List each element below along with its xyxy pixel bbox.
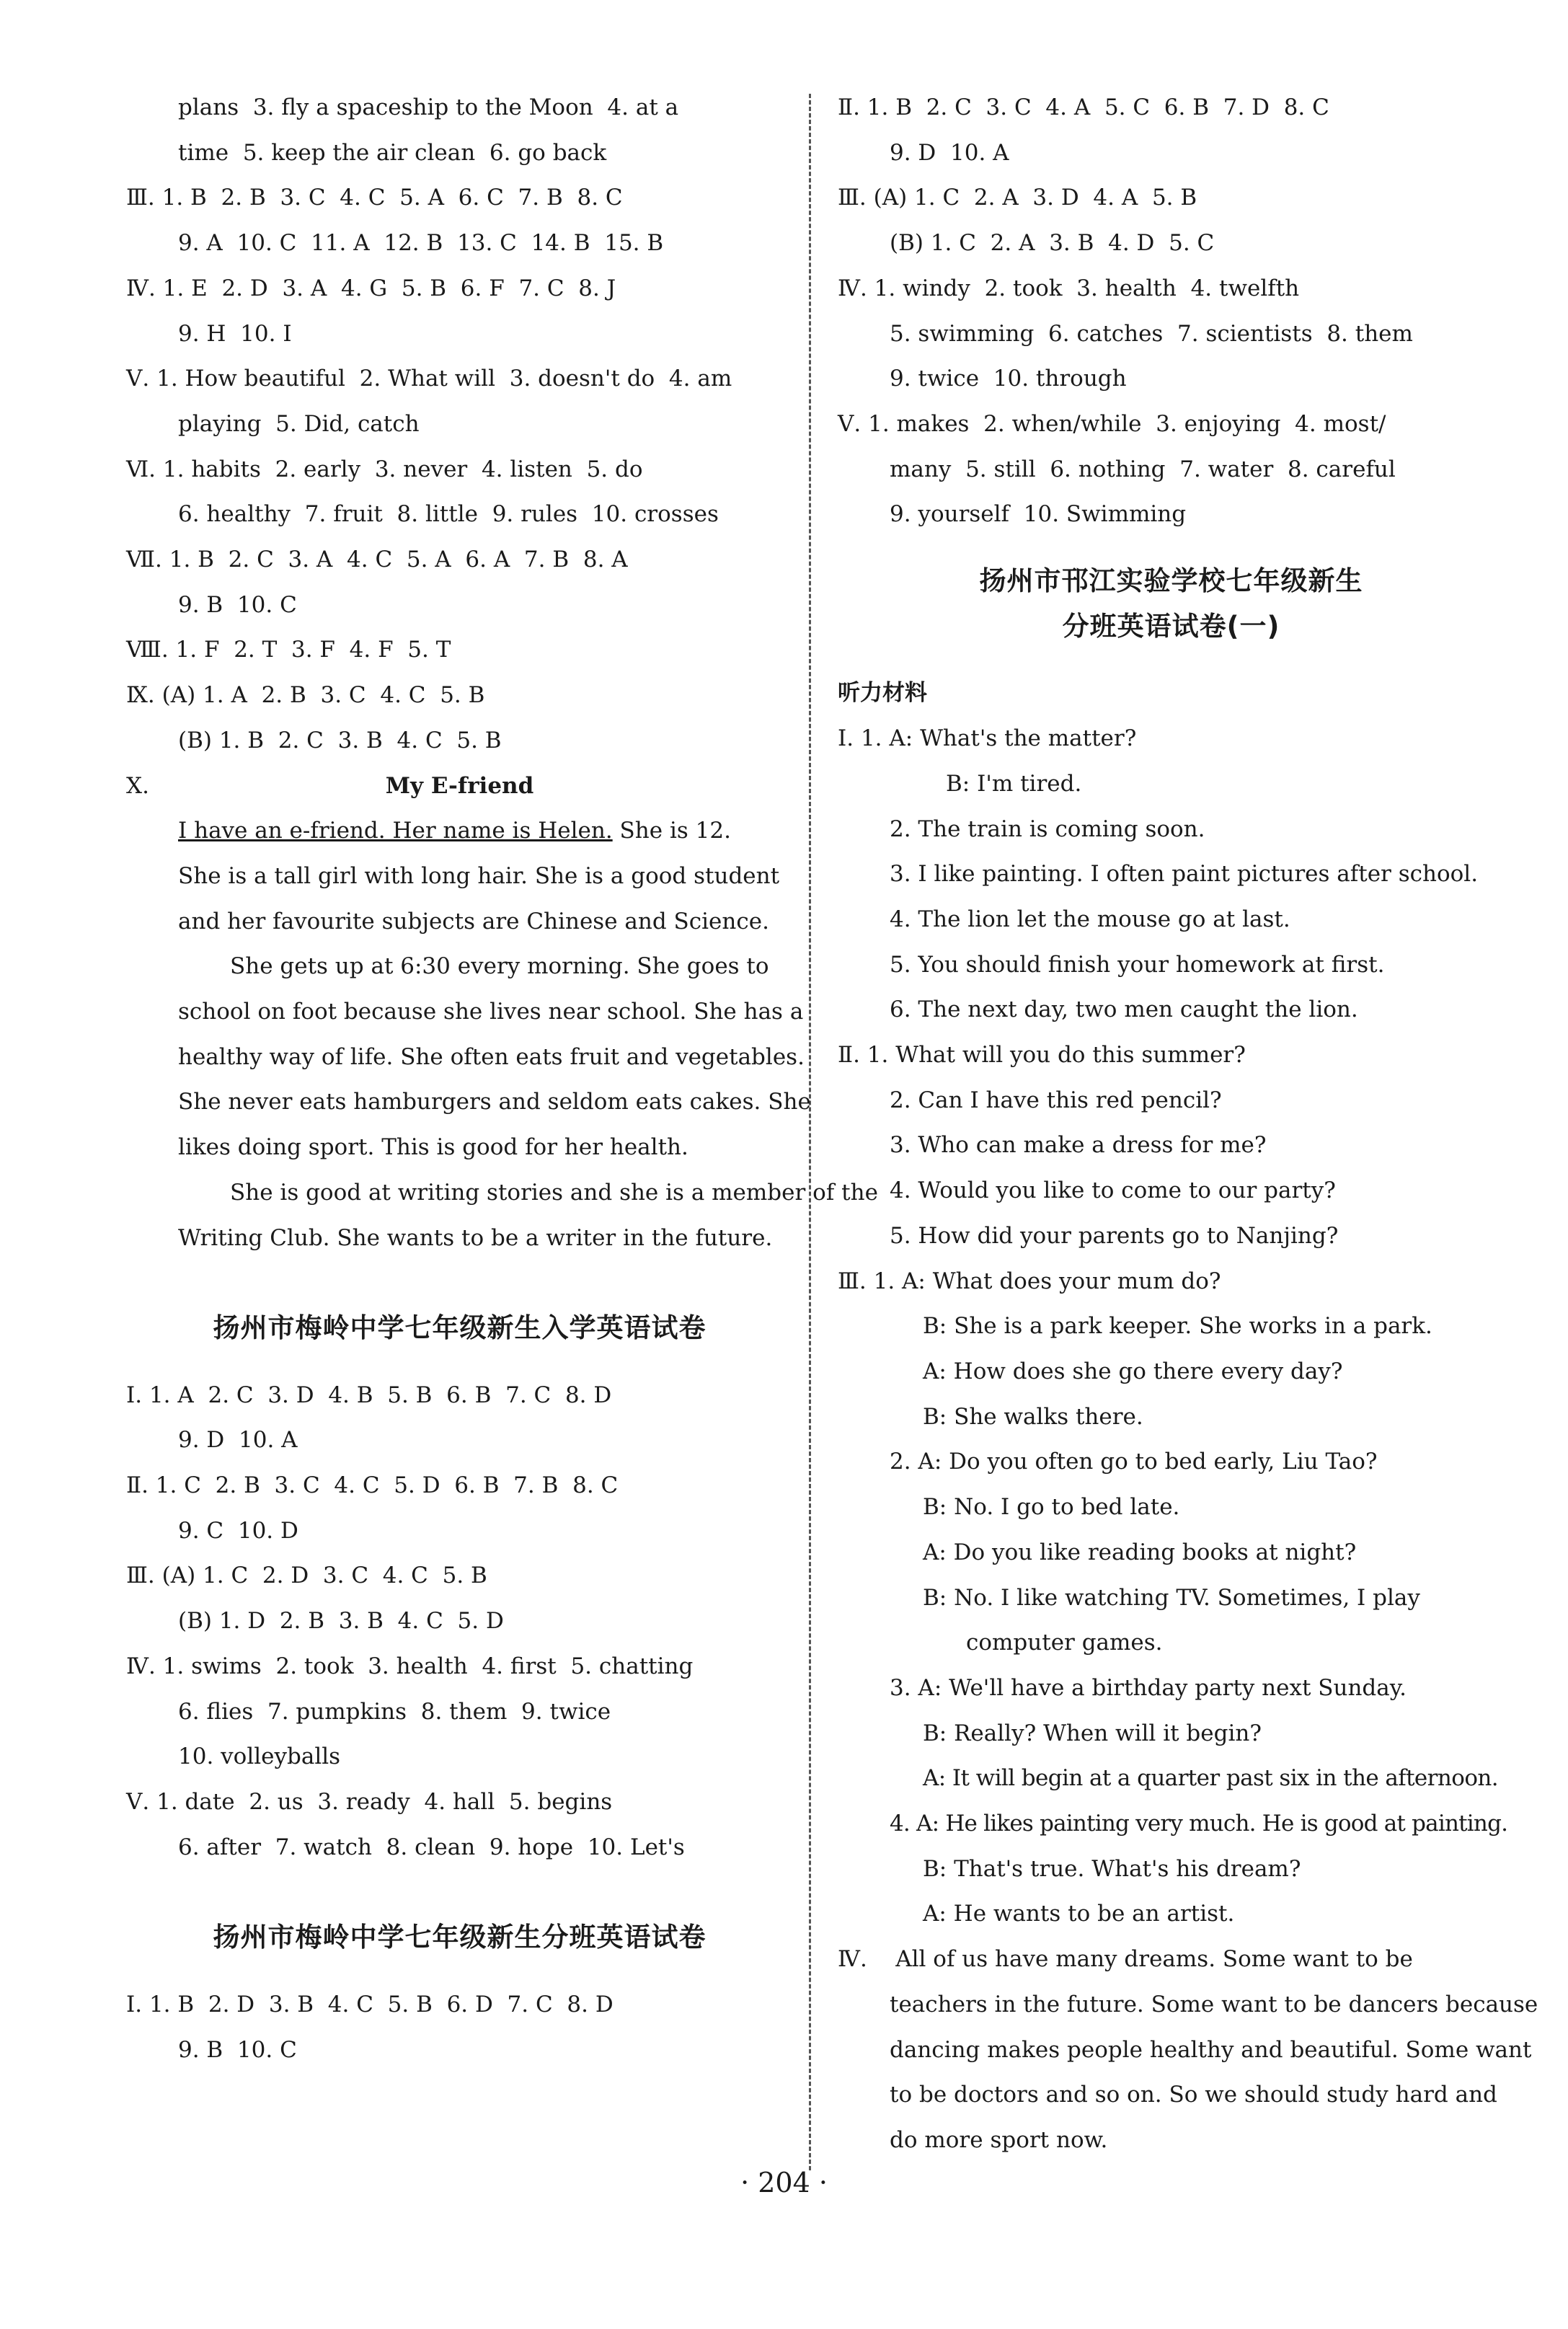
transcript-line: 2. Can I have this red pencil? (890, 1087, 1222, 1113)
transcript-line: B: No. I like watching TV. Sometimes, I play (923, 1584, 1420, 1611)
answer-line: Ⅰ. 1. A 2. C 3. D 4. B 5. B 6. B 7. C 8. D (126, 1382, 612, 1408)
answer-line: 9. C 10. D (178, 1517, 298, 1544)
transcript-line: A: How does she go there every day? (923, 1358, 1343, 1384)
answer-line: 6. flies 7. pumpkins 8. them 9. twice (178, 1698, 611, 1725)
answer-line: 10. volleyballs (178, 1744, 341, 1770)
essay-title: My E-friend (385, 772, 534, 799)
answer-line: playing 5. Did, catch (178, 410, 420, 437)
answer-line: 9. H 10. I (178, 320, 292, 347)
answer-line: 9. D 10. A (890, 139, 1009, 166)
essay-section-label (126, 764, 793, 809)
answer-line: Ⅴ. 1. date 2. us 3. ready 4. hall 5. begins (126, 1789, 613, 1815)
transcript-line: B: Really? When will it begin? (923, 1720, 1262, 1746)
transcript-line: Ⅰ. 1. A: What's the matter? (838, 725, 1137, 752)
essay-underlined-sentence: I have an e-friend. Her name is Helen. (178, 818, 613, 844)
transcript-line: B: No. I go to bed late. (923, 1494, 1180, 1521)
transcript-line: to be doctors and so on. So we should study hard and (890, 2082, 1497, 2108)
answer-line: many 5. still 6. nothing 7. water 8. careful (890, 456, 1396, 482)
essay-line: school on foot because she lives near school. She has a (178, 999, 804, 1025)
transcript-line: A: It will begin at a quarter past six in the afternoon. (923, 1765, 1499, 1792)
transcript-line: B: She is a park keeper. She works in a park. (923, 1313, 1432, 1340)
listening-label: 听力材料 (838, 680, 927, 707)
answer-line: 9. D 10. A (178, 1427, 298, 1454)
answer-line: 6. after 7. watch 8. clean 9. hope 10. Let's (178, 1834, 685, 1860)
transcript-line: teachers in the future. Some want to be dancers because (890, 1991, 1538, 2018)
text-line: plans 3. fly a spaceship to the Moon 4. at a (178, 94, 679, 120)
transcript-line: Ⅱ. 1. What will you do this summer? (838, 1042, 1246, 1069)
answer-line: Ⅳ. 1. E 2. D 3. A 4. G 5. B 6. F 7. C 8. J (126, 275, 616, 301)
answer-line: Ⅶ. 1. B 2. C 3. A 4. C 5. A 6. A 7. B 8. A (126, 547, 628, 573)
transcript-line: 4. A: He likes painting very much. He is good at painting. (890, 1811, 1508, 1837)
transcript-line: 4. The lion let the mouse go at last. (890, 906, 1290, 932)
transcript-line: dancing makes people healthy and beautiful. Some want (890, 2036, 1532, 2063)
section-heading-line2: 分班英语试卷(一) (1062, 610, 1280, 642)
answer-line: Ⅲ. (A) 1. C 2. A 3. D 4. A 5. B (838, 185, 1197, 211)
answer-line: Ⅳ. 1. swims 2. took 3. health 4. first 5. chatting (126, 1653, 694, 1679)
answer-line: 5. swimming 6. catches 7. scientists 8. them (890, 320, 1413, 347)
answer-line: Ⅴ. 1. makes 2. when/while 3. enjoying 4. most/ (838, 410, 1386, 437)
column-divider (809, 94, 811, 2170)
essay-line: Writing Club. She wants to be a writer in the future. (178, 1224, 773, 1251)
transcript-line: B: I'm tired. (946, 770, 1082, 797)
transcript-line: B: That's true. What's his dream? (923, 1855, 1301, 1882)
transcript-line: 6. The next day, two men caught the lion. (890, 996, 1358, 1023)
text-line: time 5. keep the air clean 6. go back (178, 139, 607, 166)
answer-line: Ⅴ. 1. How beautiful 2. What will 3. doesn't do 4. am (126, 366, 732, 392)
transcript-line: 5. How did your parents go to Nanjing? (890, 1222, 1339, 1249)
transcript-line: 3. I like painting. I often paint pictures after school. (890, 861, 1479, 888)
left-column (126, 85, 878, 2072)
transcript-line: 4. Would you like to come to our party? (890, 1177, 1336, 1204)
answer-line: 6. healthy 7. fruit 8. little 9. rules 10. crosses (178, 501, 719, 528)
answer-line: 9. yourself 10. Swimming (890, 501, 1187, 528)
answer-line: 9. A 10. C 11. A 12. B 13. C 14. B 15. B (178, 230, 664, 257)
essay-line: She gets up at 6:30 every morning. She goes to (230, 953, 769, 980)
essay-line: and her favourite subjects are Chinese and Science. (178, 908, 769, 934)
essay-line: She is a tall girl with long hair. She is a good student (178, 862, 780, 889)
transcript-line: 2. The train is coming soon. (890, 816, 1205, 842)
transcript-line: B: She walks there. (923, 1403, 1143, 1430)
answer-line: Ⅳ. 1. windy 2. took 3. health 4. twelfth (838, 275, 1300, 301)
essay-line: healthy way of life. She often eats fruit and vegetables. (178, 1043, 805, 1070)
answer-line: (B) 1. D 2. B 3. B 4. C 5. D (178, 1608, 504, 1635)
answer-line: Ⅸ. (A) 1. A 2. B 3. C 4. C 5. B (126, 682, 485, 709)
spacer (126, 1260, 793, 1306)
essay-line: She never eats hamburgers and seldom eats cakes. She (178, 1089, 811, 1115)
section-heading: 扬州市邗江实验学校七年级新生 (979, 565, 1363, 597)
answer-line: 9. B 10. C (178, 2036, 297, 2063)
section-heading: 扬州市梅岭中学七年级新生分班英语试卷 (213, 1922, 707, 1953)
answer-line: 9. twice 10. through (890, 366, 1127, 392)
answer-line: Ⅱ. 1. B 2. C 3. C 4. A 5. C 6. B 7. D 8. C (838, 94, 1329, 120)
transcript-line: do more sport now. (890, 2126, 1108, 2153)
section-heading: 扬州市梅岭中学七年级新生入学英语试卷 (213, 1312, 707, 1343)
spacer (838, 649, 1505, 671)
answer-line: (B) 1. B 2. C 3. B 4. C 5. B (178, 727, 502, 754)
section-label: Ⅹ. (126, 772, 149, 799)
answer-line: Ⅲ. (A) 1. C 2. D 3. C 4. C 5. B (126, 1563, 487, 1589)
page-number: · 204 · (740, 2167, 828, 2198)
answer-line: Ⅲ. 1. B 2. B 3. C 4. C 5. A 6. C 7. B 8. C (126, 185, 623, 211)
answer-line: Ⅱ. 1. C 2. B 3. C 4. C 5. D 6. B 7. B 8. C (126, 1472, 619, 1499)
transcript-line: Ⅲ. 1. A: What does your mum do? (838, 1268, 1221, 1294)
answer-line: (B) 1. C 2. A 3. B 4. D 5. C (890, 230, 1215, 257)
spacer (126, 1351, 793, 1373)
answer-line: Ⅵ. 1. habits 2. early 3. never 4. listen 5. do (126, 456, 643, 482)
spacer (126, 1870, 793, 1915)
transcript-line: 3. Who can make a dress for me? (890, 1132, 1267, 1159)
answer-line: 9. B 10. C (178, 591, 297, 618)
transcript-line: 2. A: Do you often go to bed early, Liu Tao? (890, 1449, 1378, 1475)
transcript-line: Ⅳ. All of us have many dreams. Some want to be (838, 1946, 1413, 1973)
transcript-line: 3. A: We'll have a birthday party next Sunday. (890, 1674, 1407, 1701)
answer-line: Ⅷ. 1. F 2. T 3. F 4. F 5. T (126, 637, 451, 663)
essay-first-line (126, 808, 793, 854)
answer-line: Ⅰ. 1. B 2. D 3. B 4. C 5. B 6. D 7. C 8. D (126, 1991, 614, 2018)
transcript-line: A: He wants to be an artist. (923, 1901, 1235, 1927)
transcript-line: A: Do you like reading books at night? (923, 1539, 1357, 1565)
spacer (838, 537, 1505, 559)
spacer (126, 1961, 793, 1982)
essay-line: likes doing sport. This is good for her health. (178, 1134, 688, 1161)
transcript-line: 5. You should finish your homework at first. (890, 951, 1385, 978)
right-column (838, 85, 1538, 2163)
essay-text: She is 12. (612, 818, 731, 844)
transcript-line: computer games. (966, 1630, 1163, 1656)
essay-line: She is good at writing stories and she is a member of the (230, 1179, 878, 1206)
